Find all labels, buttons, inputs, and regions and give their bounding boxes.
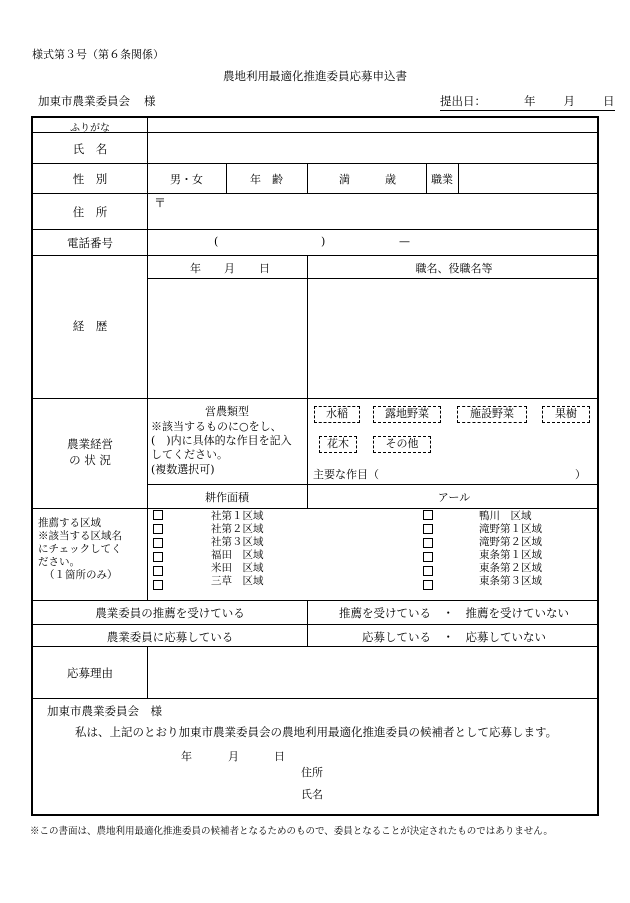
declaration-statement: 私は、上記のとおり加東市農業委員会の農地利用最適化推進委員の候補者として応募します。 [75, 725, 558, 739]
declaration-date-field[interactable] [153, 744, 293, 762]
phone-number-field[interactable] [413, 231, 593, 253]
career-day-header: 日 [259, 262, 270, 275]
declaration-addressee: 加東市農業委員会 様 [47, 704, 162, 718]
district-checkbox[interactable] [423, 580, 433, 594]
district-name: 三草 区域 [211, 575, 264, 587]
crop-paddy-rice[interactable]: 水稲 [314, 406, 360, 423]
age-label: 年 齢 [250, 173, 283, 186]
postal-mark: 〒 [154, 196, 167, 210]
footnote: ※この書面は、農地利用最適化推進委員の候補者となるためのもので、委員となることが決定されたものではありません。 [30, 826, 553, 837]
farming-type-heading: 営農類型 [205, 405, 249, 418]
gender-label: 性 別 [72, 172, 108, 186]
district-checkbox[interactable] [423, 552, 433, 566]
district-name: 東条第１区域 [479, 549, 542, 561]
district-right-checkboxes [423, 510, 433, 594]
furigana-label: ふりがな [70, 123, 110, 134]
submission-year-label: 年 [524, 94, 536, 108]
declaration-month-label: 月 [228, 750, 239, 763]
address-field[interactable] [168, 195, 598, 228]
career-position-header: 職名、役職名等 [415, 262, 493, 275]
career-year-header: 年 [190, 262, 201, 275]
crop-open-field-vegetables[interactable]: 露地野菜 [373, 406, 441, 423]
district-left-names [211, 510, 264, 588]
crop-flowering-trees[interactable]: 花木 [319, 436, 357, 453]
district-name: 滝野第２区域 [479, 536, 542, 548]
farming-instruction-2: ( )内に具体的な作目を記入 [151, 434, 292, 447]
occupation-field[interactable] [459, 164, 599, 193]
crop-fruit-trees[interactable]: 果樹 [542, 406, 590, 423]
submission-date-label: 提出日： [440, 94, 486, 108]
area-unit: アール [437, 491, 471, 504]
furigana-field[interactable] [148, 119, 599, 132]
career-dates-field[interactable] [148, 280, 306, 397]
declaration-day-label: 日 [274, 750, 285, 763]
district-checkbox[interactable] [153, 538, 163, 552]
declaration-year-label: 年 [181, 750, 192, 763]
district-checkbox[interactable] [423, 510, 433, 524]
recommendation-options[interactable]: 推薦を受けている ・ 推薦を受けていない [339, 606, 569, 620]
reason-field[interactable] [148, 648, 599, 697]
farming-instruction-4: (複数選択可) [151, 463, 215, 476]
area-label: 耕作面積 [205, 491, 249, 504]
submission-day-label: 日 [603, 94, 615, 108]
declaration-address-field[interactable] [333, 761, 593, 779]
district-checkbox[interactable] [153, 552, 163, 566]
form-number: 様式第３号（第６条関係） [32, 48, 164, 61]
document-title: 農地利用最適化推進委員応募申込書 [223, 69, 407, 83]
submission-date[interactable] [440, 93, 615, 111]
age-field[interactable] [329, 167, 379, 191]
district-checkbox[interactable] [153, 524, 163, 538]
declaration-address-label: 住所 [301, 766, 323, 779]
district-name: 鴨川 区域 [479, 510, 532, 522]
phone-label: 電話番号 [67, 236, 113, 250]
farming-instruction-1: ※該当するものに○をし、 [151, 420, 282, 433]
addressee [38, 93, 156, 109]
name-label: 氏 名 [72, 142, 108, 156]
district-right-names [479, 510, 542, 588]
phone-dash: — [399, 235, 410, 248]
crop-greenhouse-vegetables[interactable]: 施設野菜 [457, 406, 527, 423]
district-checkbox[interactable] [153, 566, 163, 580]
main-crop-close: ） [575, 468, 586, 481]
addressee-name: 加東市農業委員会 [38, 94, 130, 108]
district-name: 米田 区域 [211, 562, 264, 574]
district-checkbox[interactable] [423, 524, 433, 538]
occupation-label: 職業 [431, 173, 453, 186]
district-name: 社第２区域 [211, 523, 264, 535]
declaration-name-field[interactable] [333, 783, 593, 801]
district-instruction-line: ※該当する区域名 [38, 530, 122, 542]
main-crop-label: 主要な作目（ [313, 468, 379, 481]
farming-label-2: の 状 況 [69, 453, 111, 467]
career-label: 経 歴 [72, 319, 108, 333]
district-checkbox[interactable] [423, 538, 433, 552]
application-form [31, 116, 599, 816]
phone-close-paren: ) [321, 235, 326, 248]
declaration-name-label: 氏名 [301, 788, 323, 801]
gender-options[interactable]: 男・女 [170, 173, 203, 186]
district-instruction-line: ださい。 [38, 556, 80, 568]
address-label: 住 所 [72, 205, 108, 219]
phone-exchange-field[interactable] [333, 231, 393, 253]
district-checkbox[interactable] [153, 580, 163, 594]
district-name: 滝野第１区域 [479, 523, 542, 535]
phone-area-code-field[interactable] [223, 231, 313, 253]
submission-month-label: 月 [563, 94, 575, 108]
reason-label: 応募理由 [67, 666, 113, 680]
addressee-honorific: 様 [144, 94, 156, 108]
main-crop-field[interactable] [383, 464, 573, 480]
crop-other[interactable]: その他 [373, 436, 431, 453]
district-name: 東条第２区域 [479, 562, 542, 574]
area-field[interactable] [48, 485, 146, 507]
career-positions-field[interactable] [308, 280, 599, 397]
district-name: 社第３区域 [211, 536, 264, 548]
name-field[interactable] [148, 133, 599, 163]
district-checkbox[interactable] [423, 566, 433, 580]
district-instruction-line: にチェックしてく [38, 543, 122, 555]
application-options[interactable]: 応募している ・ 応募していない [362, 630, 546, 644]
district-instructions [38, 517, 122, 582]
district-name: 福田 区域 [211, 549, 264, 561]
district-name: 社第１区域 [211, 510, 264, 522]
age-full-label: 満 [339, 173, 350, 186]
district-instruction-line: 推薦する区域 [38, 517, 101, 529]
phone-open-paren: ( [214, 235, 219, 248]
farming-label-1: 農業経営 [67, 437, 113, 451]
career-month-header: 月 [224, 262, 235, 275]
district-name: 東条第３区域 [479, 575, 542, 587]
district-instruction-line: （１箇所のみ） [44, 569, 118, 581]
district-left-checkboxes [153, 510, 163, 594]
district-checkbox[interactable] [153, 510, 163, 524]
age-unit-label: 歳 [385, 173, 396, 186]
application-label: 農業委員に応募している [106, 630, 234, 644]
recommendation-label: 農業委員の推薦を受けている [95, 606, 245, 620]
farming-instruction-3: してください。 [151, 448, 228, 461]
